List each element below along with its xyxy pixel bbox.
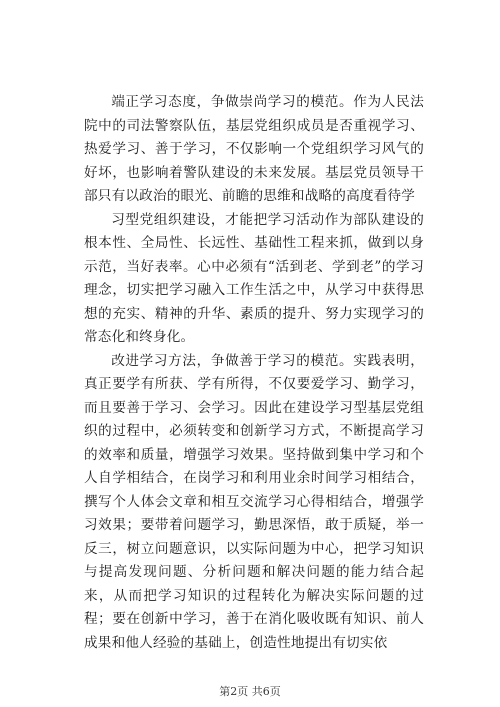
paragraph-study-attitude: 端正学习态度，争做崇尚学习的模范。作为人民法院中的司法警察队伍，基层党组织成员是否重视学习、热爱学习、善于学习，不仅影响一个党组织学习风气的好坏，也影响着警队建设的未来发展。基层党员领导干部只有以政治的眼光、前瞻的思维和战略的高度看待学 <box>84 94 424 204</box>
paragraph-learning-organization: 习型党组织建设，才能把学习活动作为部队建设的根本性、全局性、长远性、基础性工程来抓，做到以身示范，当好表率。心中必须有“活到老、学到老”的学习理念，切实把学习融入工作生活之中，从学习中获得思想的充实、精神的升华、素质的提升、努力实现学习的常态化和终身化。 <box>84 211 424 345</box>
paragraph-study-method: 改进学习方法，争做善于学习的模范。实践表明，真正要学有所获、学有所得，不仅要爱学习、勤学习，而且要善于学习、会学习。因此在建设学习型基层党组织的过程中，必须转变和创新学习方式，不断提高学习的效率和质量，增强学习效果。坚持做到集中学习和个人自学相结合，在岗学习和利用业余时间学习相结合，撰写个人体会文章和相互交流学习心得相结合，增强学习效果；要带着问题学习，勤思深悟，敢于质疑，举一反三，树立问题意识，以实际问题为中心，把学习知识与提高发现问题、分析问题和解决问题的能力结合起来，从而把学习知识的过程转化为解决实际问题的过程；要在创新中学习，善于在消化吸收既有知识、前人成果和他人经验的基础上，创造性地提出有切实依 <box>84 352 424 651</box>
document-body <box>84 91 424 655</box>
page-number-footer: 第2页 共6页 <box>219 685 281 698</box>
